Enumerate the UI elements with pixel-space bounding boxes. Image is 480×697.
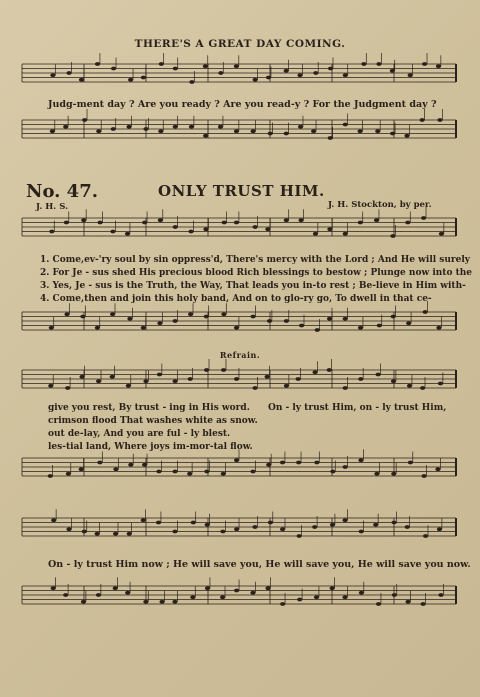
note-head: [392, 593, 397, 597]
note-head: [390, 234, 395, 238]
verse-ending-3: out de-lay, And you are ful - ly blest.: [48, 429, 231, 439]
note-head: [218, 71, 223, 75]
note-head: [327, 368, 332, 372]
note-head: [284, 132, 289, 136]
note-head: [172, 600, 177, 604]
note-head: [328, 136, 333, 140]
verse-1: 1. Come,ev-'ry soul by sin oppress'd, There's mercy with the Lord ; And He will surely: [40, 255, 471, 265]
note-head: [267, 319, 272, 323]
note-head: [64, 221, 69, 225]
note-head: [204, 470, 209, 474]
note-head: [173, 319, 178, 323]
note-head: [113, 586, 118, 590]
music-credit: J. H. Stockton, by per.: [328, 200, 432, 210]
note-head: [299, 324, 304, 328]
verse-ending-2: crimson flood That washes white as snow.: [48, 416, 258, 426]
note-head: [203, 227, 208, 231]
note-head: [250, 591, 255, 595]
note-head: [188, 377, 193, 381]
note-head: [390, 132, 395, 136]
note-head: [51, 518, 56, 522]
note-head: [391, 379, 396, 383]
note-head: [314, 461, 319, 465]
note-head: [220, 530, 225, 534]
note-head: [142, 463, 147, 467]
note-head: [265, 227, 270, 231]
note-head: [280, 527, 285, 531]
note-head: [49, 326, 54, 330]
note-head: [298, 125, 303, 129]
note-head: [359, 530, 364, 534]
song-title-great-day: THERE'S A GREAT DAY COMING.: [134, 38, 346, 50]
note-head: [172, 530, 177, 534]
note-head: [297, 534, 302, 538]
note-head: [141, 326, 146, 330]
note-head: [96, 379, 101, 383]
note-head: [328, 67, 333, 71]
note-head: [296, 377, 301, 381]
note-head: [110, 312, 115, 316]
note-head: [173, 225, 178, 229]
note-head: [358, 221, 363, 225]
note-head: [342, 518, 347, 522]
note-head: [113, 467, 118, 471]
note-head: [343, 465, 348, 469]
verse-ending-4: les-tial land, Where joys im-mor-tal flow.: [48, 442, 253, 452]
note-head: [205, 523, 210, 527]
note-head: [361, 62, 366, 66]
note-head: [330, 586, 335, 590]
note-heads: [48, 53, 447, 606]
note-head: [143, 127, 148, 131]
note-head: [190, 595, 195, 599]
note-head: [82, 118, 87, 122]
note-head: [159, 600, 164, 604]
note-head: [373, 523, 378, 527]
note-head: [358, 377, 363, 381]
note-head: [188, 230, 193, 234]
note-head: [315, 328, 320, 332]
note-head: [391, 521, 396, 525]
note-head: [391, 472, 396, 476]
note-head: [420, 386, 425, 390]
note-head: [66, 71, 71, 75]
note-head: [157, 373, 162, 377]
note-head: [82, 530, 87, 534]
refrain-label: Refrain.: [219, 350, 261, 360]
note-head: [343, 317, 348, 321]
note-head: [110, 375, 115, 379]
note-head: [220, 595, 225, 599]
note-head: [343, 73, 348, 77]
song-title-only-trust-him: ONLY TRUST HIM.: [158, 182, 325, 200]
note-head: [439, 232, 444, 236]
note-head: [420, 118, 425, 122]
note-head: [111, 127, 116, 131]
note-head: [408, 461, 413, 465]
note-head: [65, 386, 70, 390]
note-head: [49, 230, 54, 234]
note-head: [234, 589, 239, 593]
note-head: [96, 129, 101, 133]
note-head: [113, 532, 118, 536]
note-head: [158, 129, 163, 133]
note-head: [205, 586, 210, 590]
note-head: [110, 230, 115, 234]
note-head: [421, 216, 426, 220]
note-head: [266, 463, 271, 467]
note-head: [268, 132, 273, 136]
note-head: [203, 134, 208, 138]
note-head: [374, 472, 379, 476]
note-head: [438, 593, 443, 597]
note-head: [265, 375, 270, 379]
note-head: [141, 76, 146, 80]
verse-4: 4. Come,then and join this holy band, And on to glo-ry go, To dwell in that ce-: [40, 294, 432, 304]
note-head: [189, 80, 194, 84]
note-head: [126, 125, 131, 129]
note-head: [126, 384, 131, 388]
note-head: [313, 71, 318, 75]
note-head: [95, 326, 100, 330]
note-head: [391, 315, 396, 319]
note-head: [63, 125, 68, 129]
note-head: [127, 317, 132, 321]
note-head: [330, 523, 335, 527]
note-head: [173, 125, 178, 129]
note-head: [203, 64, 208, 68]
note-head: [66, 527, 71, 531]
note-head: [50, 73, 55, 77]
note-head: [221, 472, 226, 476]
note-head: [95, 62, 100, 66]
note-head: [141, 518, 146, 522]
note-head: [143, 379, 148, 383]
note-head: [253, 78, 258, 82]
note-head: [437, 527, 442, 531]
note-head: [312, 525, 317, 529]
words-credit: J. H. S.: [36, 202, 69, 212]
note-head: [405, 600, 410, 604]
note-head: [51, 586, 56, 590]
note-head: [343, 232, 348, 236]
note-head: [342, 595, 347, 599]
note-head: [423, 310, 428, 314]
refrain-line-2: On - ly trust Him now ; He will save you, He will save you, He will save you now.: [48, 559, 471, 570]
note-head: [438, 382, 443, 386]
note-head: [422, 62, 427, 66]
note-head: [297, 598, 302, 602]
note-head: [376, 62, 381, 66]
note-head: [48, 474, 53, 478]
note-head: [377, 324, 382, 328]
note-head: [407, 384, 412, 388]
note-head: [343, 386, 348, 390]
note-head: [173, 67, 178, 71]
note-head: [50, 129, 55, 133]
note-head: [221, 312, 226, 316]
note-head: [218, 125, 223, 129]
note-head: [128, 463, 133, 467]
note-head: [95, 532, 100, 536]
note-head: [97, 461, 102, 465]
note-head: [284, 218, 289, 222]
note-head: [234, 326, 239, 330]
note-head: [48, 384, 53, 388]
note-head: [327, 227, 332, 231]
note-head: [250, 470, 255, 474]
note-head: [266, 76, 271, 80]
note-head: [375, 129, 380, 133]
note-head: [405, 221, 410, 225]
note-head: [435, 467, 440, 471]
note-head: [128, 78, 133, 82]
note-head: [96, 593, 101, 597]
note-head: [298, 218, 303, 222]
refrain-line-1: On - ly trust Him, on - ly trust Him,: [268, 403, 447, 413]
note-head: [436, 326, 441, 330]
note-head: [234, 64, 239, 68]
verse-2: 2. For Je - sus shed His precious blood Rich blessings to bestow ; Plunge now into the: [40, 268, 473, 278]
note-head: [437, 118, 442, 122]
note-head: [376, 602, 381, 606]
note-head: [311, 129, 316, 133]
note-head: [250, 315, 255, 319]
note-head: [343, 123, 348, 127]
note-head: [280, 602, 285, 606]
note-head: [327, 317, 332, 321]
note-head: [252, 525, 257, 529]
note-head: [280, 461, 285, 465]
note-head: [390, 69, 395, 73]
note-head: [127, 532, 132, 536]
note-head: [79, 467, 84, 471]
note-head: [358, 129, 363, 133]
note-head: [234, 527, 239, 531]
note-head: [156, 470, 161, 474]
note-head: [314, 595, 319, 599]
note-head: [158, 218, 163, 222]
note-head: [79, 78, 84, 82]
note-head: [221, 368, 226, 372]
note-head: [330, 470, 335, 474]
verse-ending-1: give you rest, By trust - ing in His word.: [48, 403, 250, 413]
note-head: [252, 386, 257, 390]
note-head: [187, 472, 192, 476]
note-head: [143, 600, 148, 604]
note-head: [81, 218, 86, 222]
note-head: [297, 73, 302, 77]
note-head: [374, 218, 379, 222]
note-head: [359, 591, 364, 595]
note-head: [222, 221, 227, 225]
note-head: [376, 373, 381, 377]
note-head: [204, 315, 209, 319]
note-head: [436, 64, 441, 68]
note-head: [422, 474, 427, 478]
note-head: [268, 521, 273, 525]
note-head: [251, 129, 256, 133]
note-head: [111, 67, 116, 71]
note-head: [265, 586, 270, 590]
note-head: [406, 321, 411, 325]
note-head: [358, 326, 363, 330]
note-head: [423, 534, 428, 538]
note-head: [234, 221, 239, 225]
note-head: [172, 470, 177, 474]
note-head: [358, 458, 363, 462]
note-head: [64, 312, 69, 316]
hymn-number: No. 47.: [26, 181, 98, 202]
note-head: [420, 602, 425, 606]
note-head: [234, 377, 239, 381]
note-head: [156, 521, 161, 525]
note-head: [313, 232, 318, 236]
note-head: [189, 125, 194, 129]
note-head: [79, 375, 84, 379]
note-head: [159, 62, 164, 66]
note-head: [234, 458, 239, 462]
note-head: [408, 73, 413, 77]
note-head: [296, 461, 301, 465]
note-head: [284, 69, 289, 73]
note-head: [284, 384, 289, 388]
note-head: [191, 521, 196, 525]
note-head: [81, 600, 86, 604]
note-head: [405, 525, 410, 529]
verse-3: 3. Yes, Je - sus is the Truth, the Way, That leads you in-to rest ; Be-lieve in Him with-: [40, 281, 466, 291]
note-head: [204, 368, 209, 372]
note-head: [142, 221, 147, 225]
note-head: [173, 379, 178, 383]
note-head: [253, 225, 258, 229]
note-head: [97, 221, 102, 225]
note-head: [125, 232, 130, 236]
note-head: [188, 312, 193, 316]
note-head: [312, 370, 317, 374]
note-head: [125, 591, 130, 595]
note-head: [284, 319, 289, 323]
note-head: [80, 315, 85, 319]
note-head: [234, 129, 239, 133]
note-head: [404, 134, 409, 138]
song1-lyric-line: Judg-ment day ? Are you ready ? Are you read-y ? For the Judgment day ?: [48, 99, 437, 110]
note-head: [66, 472, 71, 476]
note-head: [63, 593, 68, 597]
note-head: [157, 321, 162, 325]
